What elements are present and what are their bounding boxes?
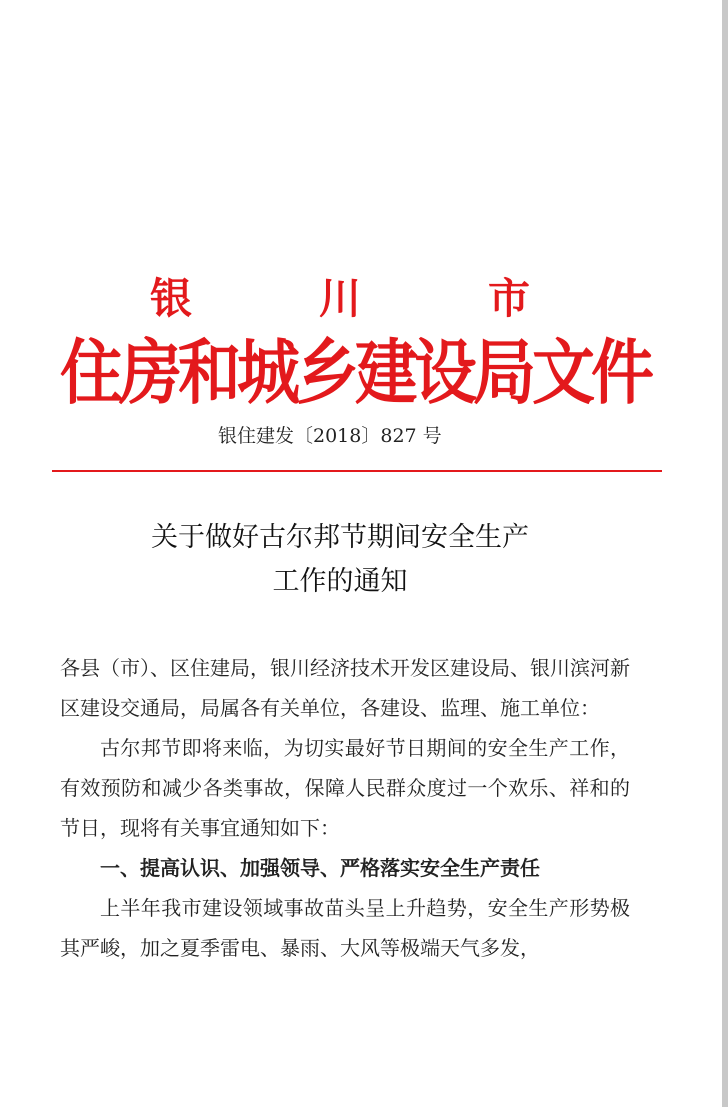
section-heading: 一、提高认识、加强领导、严格落实安全生产责任	[100, 856, 540, 880]
document-number: 银住建发〔2018〕827 号	[218, 425, 442, 447]
page-edge-shadow	[722, 0, 728, 1107]
issuer-bureau-title: 住房和城乡建设局文件	[60, 331, 650, 414]
issuer-city-char: 银	[150, 274, 193, 323]
issuer-city-char: 市	[487, 274, 530, 323]
notice-body	[60, 648, 630, 968]
red-header-rule	[52, 470, 662, 472]
intro-paragraph: 古尔邦节即将来临，为切实最好节日期间的安全生产工作，有效预防和减少各类事故，保障人民群众度过一个欢乐、祥和的节日，现将有关事宜通知如下：	[60, 736, 630, 840]
issuer-city-char: 川	[318, 274, 361, 323]
notice-title-line: 关于做好古尔邦节期间安全生产	[151, 522, 529, 553]
issuer-city	[150, 274, 530, 324]
section-paragraph: 上半年我市建设领域事故苗头呈上升趋势，安全生产形势极其严峻，加之夏季雷电、暴雨、大风等极端天气多发，	[60, 896, 630, 960]
addressee-paragraph: 各县（市）、区住建局，银川经济技术开发区建设局、银川滨河新区建设交通局，局属各有关单位，各建设、监理、施工单位：	[60, 656, 630, 720]
notice-title	[70, 516, 610, 604]
notice-title-line: 工作的通知	[272, 566, 408, 597]
